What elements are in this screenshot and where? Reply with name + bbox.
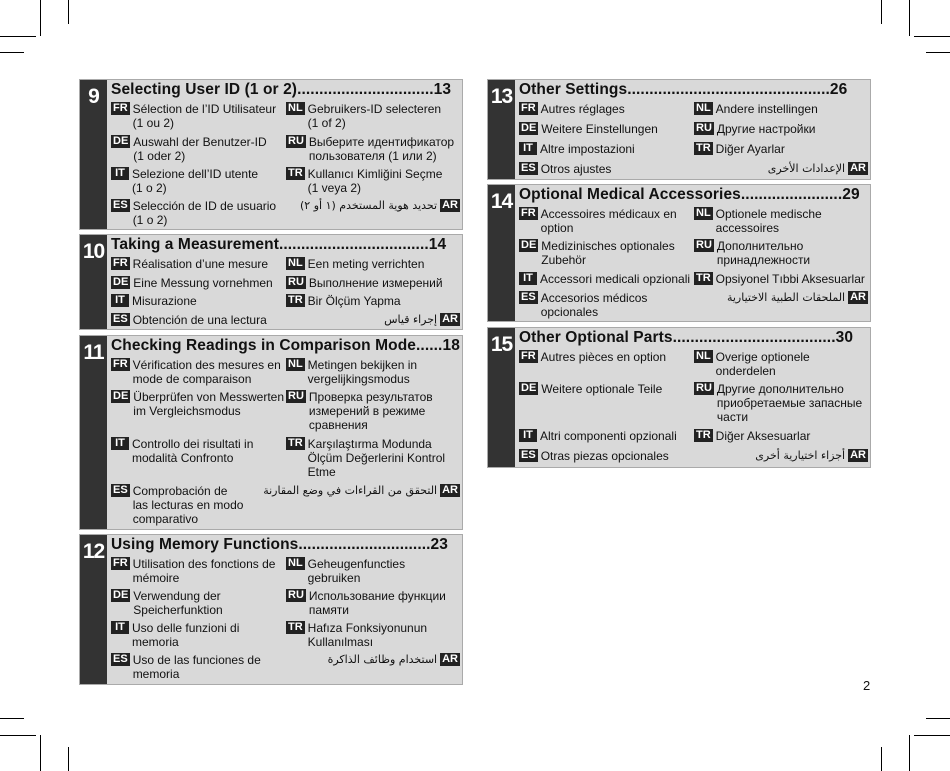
page-number: 2 (863, 678, 871, 693)
entry-text: Accessori medicali opzionali (540, 272, 691, 286)
section-title: Selecting User ID (1 or 2)...............................13 (111, 81, 452, 98)
lang-badge: FR (113, 557, 128, 569)
lang-badge: NL (696, 102, 711, 114)
section-14 (487, 184, 871, 322)
entry-es (519, 162, 611, 176)
entry-es (519, 449, 669, 463)
lang-badge: ES (113, 653, 128, 665)
crop-mark (0, 718, 24, 719)
entry-it (519, 429, 677, 443)
entry-text: Geheugenfuncties gebruiken (307, 557, 406, 585)
lang-badge: DE (113, 135, 129, 147)
page-ref: 30 (835, 329, 854, 346)
page-ref: 14 (428, 236, 447, 253)
entry-fr (111, 557, 275, 585)
entry-text: Karşılaştırma Modunda Ölçüm Değerlerini Kontrol Etme (307, 437, 446, 479)
entry-text: Selezione dell’ID utente (1 o 2) (132, 167, 259, 195)
entry-text: Выполнение измерений (308, 276, 443, 290)
entry-text: Другие дополнительно приобретаемые запасные части (716, 382, 863, 424)
entry-nl (286, 102, 441, 130)
entry-ar (328, 653, 460, 667)
entry-text: Bir Ölçüm Yapma (307, 294, 401, 308)
lang-badge: RU (288, 589, 304, 601)
entry-tr (694, 142, 785, 156)
crop-mark (926, 718, 950, 719)
lang-badge: DE (113, 390, 129, 402)
entry-tr (286, 294, 401, 308)
entry-tr (286, 167, 442, 195)
entry-text: Autres pièces en option (540, 350, 667, 364)
entry-text: Diğer Aksesuarlar (715, 429, 811, 443)
entry-de (519, 122, 658, 136)
entry-nl (694, 102, 818, 116)
entry-text: Overige optionele onderdelen (715, 350, 810, 378)
lang-badge: RU (696, 122, 712, 134)
entry-text: Opsiyonel Tıbbi Aksesuarlar (715, 272, 865, 286)
section-title: Other Optional Parts.....................................30 (519, 329, 854, 346)
entry-text: Comprobación de las lecturas en modo comparativo (132, 484, 244, 526)
section-title: Optional Medical Accessories.......................29 (519, 186, 860, 203)
entry-ru (694, 239, 810, 267)
lang-badge: ES (113, 313, 128, 325)
lang-badge: AR (442, 199, 458, 211)
entry-ru (694, 122, 815, 136)
entry-text: التحقق من القراءات في وضع المقارنة (263, 484, 438, 497)
lang-badge: NL (288, 102, 303, 114)
entry-nl (694, 350, 810, 378)
section-number: 11 (80, 336, 107, 529)
crop-mark (909, 0, 910, 36)
entry-ar (727, 291, 868, 305)
page-ref: 18 (442, 337, 460, 354)
crop-mark (0, 735, 36, 736)
entry-tr (694, 429, 810, 443)
section-13 (487, 79, 871, 180)
entry-it (519, 142, 635, 156)
entry-tr (286, 621, 427, 649)
entry-text: Misurazione (132, 294, 197, 308)
entry-text: Weitere optionale Teile (541, 382, 663, 396)
entry-de (111, 135, 267, 163)
entry-text: Altre impostazioni (540, 142, 635, 156)
entry-it (111, 294, 197, 308)
entry-de (111, 589, 223, 617)
lang-badge: NL (696, 350, 711, 362)
lang-badge: AR (850, 162, 866, 174)
lang-badge: ES (521, 449, 536, 461)
entry-text: Überprüfen von Messwerten im Vergleichsmodus (133, 390, 285, 418)
entry-ru (286, 589, 446, 617)
crop-mark (0, 52, 24, 53)
lang-badge: RU (696, 239, 712, 251)
lang-badge: DE (113, 589, 129, 601)
lang-badge: AR (442, 313, 458, 325)
page-ref: 26 (829, 81, 848, 98)
entry-text: Altri componenti opzionali (540, 429, 677, 443)
entry-text: Controllo dei risultati in modalità Confronto (132, 437, 254, 465)
entry-text: Medizinisches optionales Zubehör (541, 239, 675, 267)
lang-badge: IT (111, 294, 129, 307)
entry-de (519, 239, 675, 267)
entry-es (111, 313, 267, 327)
section-title: Checking Readings in Comparison Mode......18 (111, 337, 460, 354)
page-ref: 13 (433, 81, 452, 98)
entry-text: Gebruikers-ID selecteren (1 of 2) (307, 102, 442, 130)
crop-mark (68, 747, 69, 771)
entry-it (111, 167, 258, 195)
entry-es (111, 653, 261, 681)
section-number: 9 (80, 80, 107, 229)
lang-badge: IT (111, 621, 129, 634)
entry-text: Eine Messung vornehmen (133, 276, 273, 290)
entry-nl (286, 557, 405, 585)
entry-text: Diğer Ayarlar (715, 142, 785, 156)
entry-nl (694, 207, 822, 235)
crop-mark (40, 735, 41, 771)
lang-badge: TR (696, 272, 711, 284)
entry-tr (286, 437, 445, 479)
section-9 (79, 79, 463, 230)
entry-text: إجراء قياس (384, 313, 438, 326)
entry-de (111, 390, 284, 418)
lang-badge: ES (113, 199, 128, 211)
crop-mark (909, 735, 910, 771)
lang-badge: NL (288, 257, 303, 269)
entry-text: Metingen bekijken in vergelijkingsmodus (307, 358, 418, 386)
crop-mark (914, 735, 950, 736)
lang-badge: DE (521, 122, 537, 134)
section-title: Other Settings..............................................26 (519, 81, 848, 98)
section-15 (487, 327, 871, 468)
crop-mark (0, 36, 36, 37)
entry-tr (694, 272, 865, 286)
entry-text: Другие настройки (716, 122, 816, 136)
entry-nl (286, 358, 417, 386)
lang-badge: RU (288, 390, 304, 402)
entry-text: Hafıza Fonksiyonunun Kullanılması (307, 621, 428, 649)
lang-badge: ES (113, 484, 128, 496)
lang-badge: FR (521, 350, 536, 362)
entry-ru (286, 135, 454, 163)
lang-badge: AR (850, 291, 866, 303)
lang-badge: TR (696, 429, 711, 441)
section-11 (79, 335, 463, 530)
entry-text: Réalisation d’une mesure (132, 257, 269, 271)
lang-badge: IT (111, 167, 129, 180)
lang-badge: NL (288, 557, 303, 569)
entry-ar (768, 162, 868, 176)
entry-text: Optionele medische accessoires (715, 207, 822, 235)
entry-fr (111, 358, 281, 386)
entry-nl (286, 257, 424, 271)
entry-text: Выберите идентификатор пользователя (1 или 2) (308, 135, 455, 163)
entry-text: Vérification des mesures en mode de comparaison (132, 358, 281, 386)
entry-text: Accessoires médicaux en option (540, 207, 677, 235)
page-ref: 29 (842, 186, 860, 203)
entry-fr (519, 350, 666, 364)
crop-mark (881, 747, 882, 771)
entry-it (519, 272, 690, 286)
entry-text: Accesorios médicos opcionales (540, 291, 648, 319)
entry-fr (111, 257, 268, 271)
entry-fr (111, 102, 276, 130)
entry-de (519, 382, 662, 396)
entry-text: Sélection de l’ID Utilisateur (1 ou 2) (132, 102, 277, 130)
entry-text: Autres réglages (540, 102, 625, 116)
lang-badge: AR (442, 653, 458, 665)
lang-badge: ES (521, 162, 536, 174)
entry-text: Otros ajustes (540, 162, 612, 176)
entry-text: Auswahl der Benutzer-ID (1 oder 2) (133, 135, 267, 163)
lang-badge: IT (519, 142, 537, 155)
section-number: 10 (80, 235, 107, 329)
entry-ru (286, 390, 433, 432)
lang-badge: NL (288, 358, 303, 370)
crop-mark (914, 36, 950, 37)
lang-badge: AR (850, 449, 866, 461)
section-title: Using Memory Functions..............................23 (111, 536, 448, 553)
lang-badge: FR (521, 102, 536, 114)
lang-badge: RU (696, 382, 712, 394)
entry-es (111, 199, 276, 227)
entry-de (111, 276, 273, 290)
lang-badge: FR (113, 358, 128, 370)
entry-text: Andere instellingen (715, 102, 818, 116)
entry-text: Weitere Einstellungen (541, 122, 658, 136)
crop-mark (926, 52, 950, 53)
page-ref: 23 (430, 536, 448, 553)
entry-text: Uso delle funzioni di memoria (132, 621, 240, 649)
entry-ar (384, 313, 460, 327)
entry-text: تحديد هوية المستخدم (١ أو ٢) (300, 199, 438, 212)
entry-text: Obtención de una lectura (132, 313, 267, 327)
entry-text: Verwendung der Speicherfunktion (133, 589, 223, 617)
entry-fr (519, 207, 677, 235)
entry-text: Een meting verrichten (307, 257, 425, 271)
section-12 (79, 534, 463, 685)
lang-badge: TR (288, 621, 303, 633)
entry-text: الملحقات الطبية الاختيارية (726, 291, 846, 304)
lang-badge: FR (113, 102, 128, 114)
lang-badge: TR (288, 167, 303, 179)
lang-badge: DE (521, 382, 537, 394)
lang-badge: IT (519, 272, 537, 285)
entry-text: Otras piezas opcionales (540, 449, 669, 463)
section-title: Taking a Measurement..................................14 (111, 236, 447, 253)
entry-text: Проверка результатов измерений в режиме сравнения (308, 390, 433, 432)
entry-text: الإعدادات الأخرى (767, 162, 846, 175)
crop-mark (68, 0, 69, 24)
crop-mark (881, 0, 882, 24)
entry-text: Kullanıcı Kimliğini Seçme (1 veya 2) (307, 167, 443, 195)
entry-fr (519, 102, 625, 116)
lang-badge: IT (519, 429, 537, 442)
lang-badge: RU (288, 135, 304, 147)
lang-badge: DE (113, 276, 129, 288)
lang-badge: ES (521, 291, 536, 303)
entry-it (111, 621, 239, 649)
entry-ru (286, 276, 443, 290)
entry-it (111, 437, 253, 465)
lang-badge: TR (696, 142, 711, 154)
entry-text: أجزاء اختيارية أخرى (755, 449, 846, 462)
lang-badge: IT (111, 437, 129, 450)
lang-badge: FR (113, 257, 128, 269)
entry-text: استخدام وظائف الذاكرة (327, 653, 438, 666)
entry-ru (694, 382, 862, 424)
lang-badge: RU (288, 276, 304, 288)
entry-text: Дополнительно принадлежности (716, 239, 811, 267)
section-number: 15 (488, 328, 515, 467)
lang-badge: TR (288, 437, 303, 449)
section-number: 12 (80, 535, 107, 684)
lang-badge: AR (442, 484, 458, 496)
section-number: 14 (488, 185, 515, 321)
entry-ar (263, 484, 460, 498)
entry-text: Selección de ID de usuario (1 o 2) (132, 199, 277, 227)
section-10 (79, 234, 463, 330)
entry-ar (300, 199, 460, 213)
lang-badge: DE (521, 239, 537, 251)
lang-badge: NL (696, 207, 711, 219)
section-number: 13 (488, 80, 515, 179)
entry-text: Utilisation des fonctions de mémoire (132, 557, 276, 585)
entry-text: Uso de las funciones de memoria (132, 653, 261, 681)
entry-text: Использование функции памяти (308, 589, 446, 617)
entry-es (111, 484, 243, 526)
lang-badge: TR (288, 294, 303, 306)
entry-ar (755, 449, 868, 463)
crop-mark (40, 0, 41, 36)
lang-badge: FR (521, 207, 536, 219)
entry-es (519, 291, 647, 319)
